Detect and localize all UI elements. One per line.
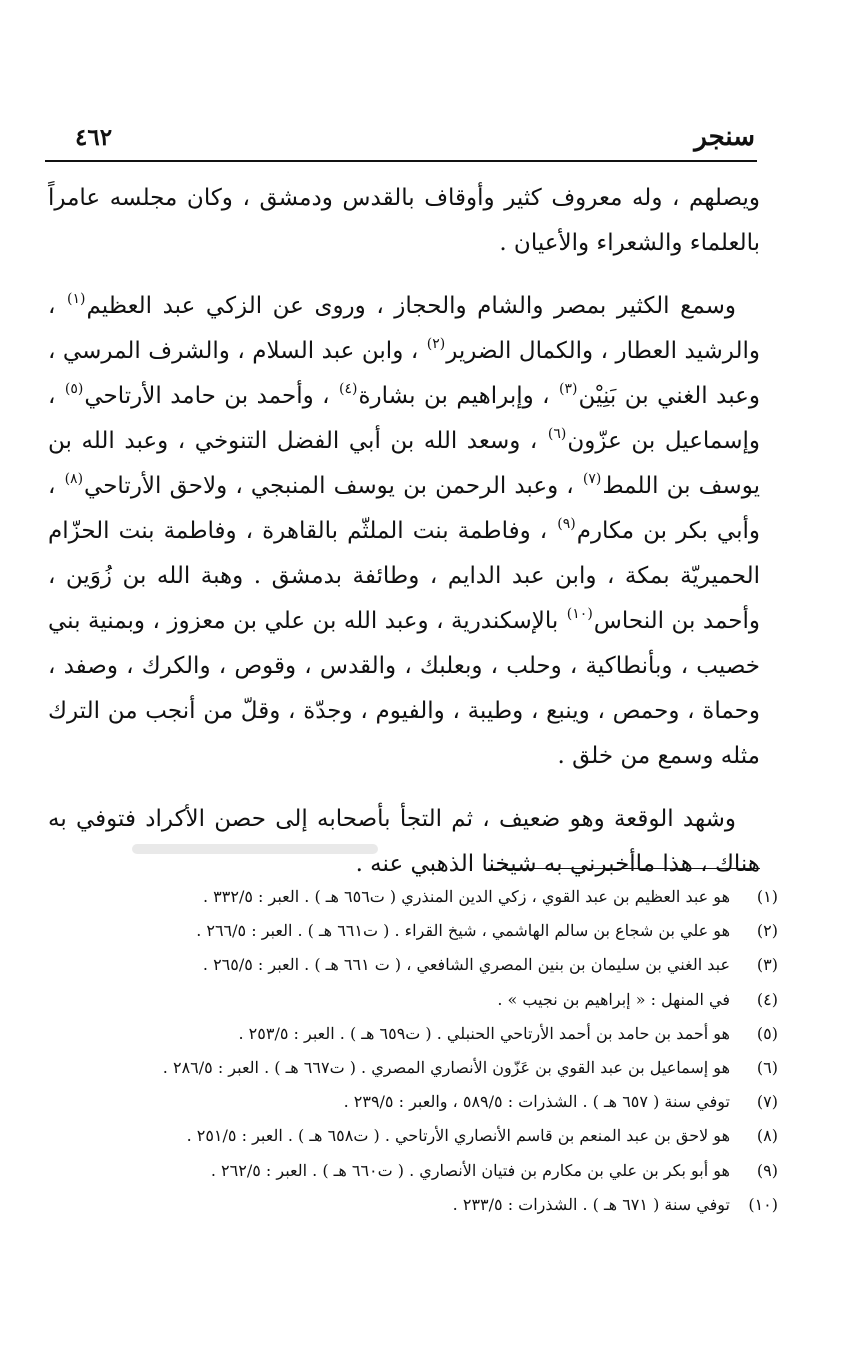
text-segment: ، وابن عبد السلام ، والشرف المرسي ، وعبد الغني بن بَنِيْن bbox=[48, 338, 760, 409]
text-segment: ، وعبد الرحمن بن يوسف المنبجي ، ولاحق الأرتاحي bbox=[84, 473, 582, 499]
paragraph-2 bbox=[48, 284, 760, 779]
running-head bbox=[45, 118, 755, 160]
page-number: ٤٦٢ bbox=[75, 124, 113, 151]
running-title: سنجر bbox=[694, 122, 755, 152]
footnote bbox=[48, 1188, 778, 1222]
paragraph-1: ويصلهم ، وله معروف كثير وأوقاف بالقدس ودمشق ، وكان مجلسه عامراً بالعلماء والشعراء والأعيان . bbox=[48, 185, 760, 256]
footnote bbox=[48, 1051, 778, 1085]
footnote-ref-2[interactable]: (٢) bbox=[426, 336, 446, 352]
footnote bbox=[48, 1085, 778, 1119]
footnote-ref-1[interactable]: (١) bbox=[66, 291, 86, 307]
paragraph-3: وشهد الوقعة وهو ضعيف ، ثم التجأ بأصحابه إلى حصن الأكراد فتوفي به هناك ، هذا ماأخبرني به شيخنا الذهبي عنه . bbox=[48, 806, 760, 877]
footnote-text: في المنهل : « إبراهيم بن نجيب » . bbox=[497, 989, 730, 1009]
footnote bbox=[48, 880, 778, 914]
footnote-text: هو لاحق بن عبد المنعم بن قاسم الأنصاري الأرتاحي . ( ت٦٥٨ هـ ) . العبر : ٢٥١/٥ . bbox=[186, 1126, 730, 1146]
footnote-ref-5[interactable]: (٥) bbox=[64, 381, 84, 397]
footnote-number: (٤) bbox=[756, 989, 778, 1009]
footnote-text: توفي سنة ( ٦٧١ هـ ) . الشذرات : ٢٣٣/٥ . bbox=[452, 1194, 730, 1214]
footnote bbox=[48, 948, 778, 982]
footnote-ref-4[interactable]: (٤) bbox=[339, 381, 358, 397]
footnote-ref-9[interactable]: (٩) bbox=[557, 516, 576, 532]
text-segment: ، والرشيد العطار ، والكمال الضرير bbox=[48, 293, 760, 364]
footnotes bbox=[48, 880, 778, 1222]
footnote-number: (٦) bbox=[756, 1058, 778, 1078]
footnote bbox=[48, 1017, 778, 1051]
footnote-number: (٧) bbox=[756, 1092, 778, 1112]
footnote-ref-3[interactable]: (٣) bbox=[559, 381, 578, 397]
footnote-number: (١٠) bbox=[748, 1194, 778, 1214]
library-stamp bbox=[130, 838, 380, 860]
footnote-text: هو عبد العظيم بن عبد القوي ، زكي الدين المنذري ( ت٦٥٦ هـ ) . العبر : ٣٣٢/٥ . bbox=[203, 887, 730, 906]
footnote-text: هو أبو بكر بن علي بن مكارم بن فتيان الأنصاري . ( ت٦٦٠ هـ ) . العبر : ٢٦٢/٥ . bbox=[210, 1160, 730, 1180]
text-segment: ، وأحمد بن حامد الأرتاحي bbox=[84, 383, 339, 409]
footnote-ref-8[interactable]: (٨) bbox=[64, 471, 84, 487]
footnote-number: (١) bbox=[756, 887, 778, 906]
text-segment: ، وإسماعيل بن عزّون bbox=[48, 383, 760, 454]
text-segment: ، وإبراهيم بن بشارة bbox=[358, 383, 559, 409]
header-rule bbox=[45, 160, 757, 162]
footnote-text: توفي سنة ( ٦٥٧ هـ ) . الشذرات : ٥٨٩/٥ ، والعبر : ٢٣٩/٥ . bbox=[343, 1092, 730, 1112]
footnote-text: هو إسماعيل بن عبد القوي بن عَزّون الأنصاري المصري . ( ت٦٦٧ هـ ) . العبر : ٢٨٦/٥ . bbox=[162, 1058, 730, 1078]
footnote bbox=[48, 1154, 778, 1188]
main-text bbox=[48, 176, 760, 887]
text-segment: ، وفاطمة بنت الملثّم بالقاهرة ، وفاطمة بنت الحزّام الحميريّة بمكة ، وابن عبد الدايم ، وطائفة بدمشق . وهبة الله بن زُوَين ، وأحمد بن النحاس bbox=[48, 518, 760, 634]
text-segment: ، وسعد الله بن أبي الفضل التنوخي ، وعبد الله بن يوسف بن اللمط bbox=[48, 428, 760, 499]
text-segment: بالإسكندرية ، وعبد الله بن علي بن معزوز ، وبمنية بني خصيب ، وبأنطاكية ، وحلب ، وبعلبك ، والقدس ، وقوص ، والكرك ، وصفد ، وحماة ، وحمص ، وينبع ، وطيبة ، والفيوم ، وجدّة ، وقلّ من أنجب من الترك مثله وسمع من خلق . bbox=[48, 608, 760, 769]
footnote-number: (٩) bbox=[756, 1160, 778, 1180]
footnote-ref-6[interactable]: (٦) bbox=[547, 426, 567, 442]
footnote bbox=[48, 983, 778, 1017]
footnote-ref-10[interactable]: (١٠) bbox=[566, 606, 593, 622]
footnote-number: (٨) bbox=[756, 1126, 778, 1146]
footnote-number: (٢) bbox=[756, 921, 778, 941]
text-segment: وسمع الكثير بمصر والشام والحجاز ، وروى عن الزكي عبد العظيم bbox=[86, 293, 737, 319]
footnote-ref-7[interactable]: (٧) bbox=[582, 471, 602, 487]
footnote-number: (٣) bbox=[756, 955, 778, 975]
footnote-text: هو أحمد بن حامد بن أحمد الأرتاحي الحنبلي . ( ت٦٥٩ هـ ) . العبر : ٢٥٣/٥ . bbox=[238, 1023, 730, 1043]
footnote bbox=[48, 1119, 778, 1153]
footnote-number: (٥) bbox=[756, 1023, 778, 1043]
footnote-text: هو علي بن شجاع بن سالم الهاشمي ، شيخ القراء . ( ت٦٦١ هـ ) . العبر : ٢٦٦/٥ . bbox=[196, 921, 730, 941]
footnote-text: عبد الغني بن سليمان بن بنين المصري الشافعي ، ( ت ٦٦١ هـ ) . العبر : ٢٦٥/٥ . bbox=[202, 955, 730, 975]
footnote-rule bbox=[488, 868, 760, 869]
text-segment: ، وأبي بكر بن مكارم bbox=[48, 473, 760, 544]
footnote bbox=[48, 914, 778, 948]
